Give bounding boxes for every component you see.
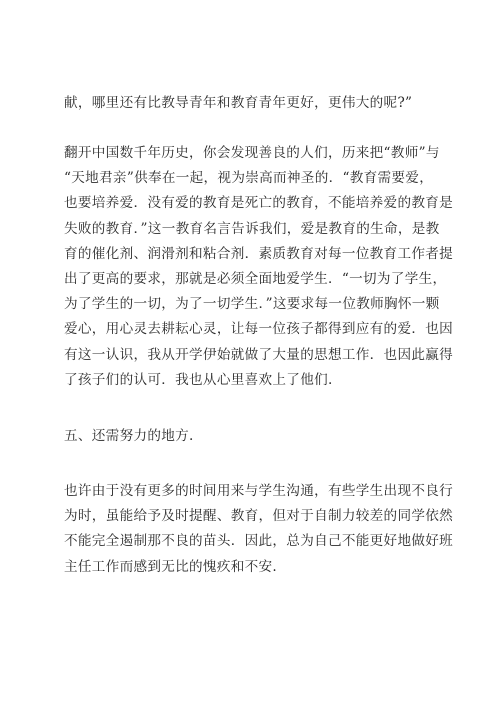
text-line: 出了更高的要求，那就是必须全面地爱学生．“一切为了学生， bbox=[64, 271, 447, 288]
text-line: 不能完全遏制那不良的苗头．因此，总为自己不能更好地做好班 bbox=[64, 533, 454, 550]
text-line: 为了学生的一切，为了一切学生．”这要求每一位教师胸怀一颗 bbox=[64, 296, 440, 313]
text-line: 主任工作而感到无比的愧疚和不安. bbox=[64, 558, 278, 575]
heading-text: 五、还需努力的地方. bbox=[64, 428, 194, 444]
text-line: 也要培养爱．没有爱的教育是死亡的教育，不能培养爱的教育是 bbox=[64, 195, 454, 212]
paragraph-closing-quote bbox=[64, 91, 444, 116]
text-line: 有这一认识，我从开学伊始就做了大量的思想工作．也因此赢得 bbox=[64, 346, 454, 363]
text-line: 育的催化剂、润滑剂和粘合剂．素质教育对每一位教育工作者提 bbox=[64, 245, 454, 262]
text-line: 为时，虽能给予及时提醒、教育，但对于自制力较差的同学依然 bbox=[64, 508, 454, 525]
section-heading bbox=[64, 424, 444, 449]
paragraph-improvement-needed bbox=[64, 479, 454, 580]
paragraph-love-in-education bbox=[64, 141, 454, 393]
text-line: 失败的教育．”这一教育名言告诉我们，爱是教育的生命，是教 bbox=[64, 220, 440, 237]
text-line: 献，哪里还有比教导青年和教育青年更好，更伟大的呢?” bbox=[64, 95, 413, 111]
text-line: 爱心，用心灵去耕耘心灵，让每一位孩子都得到应有的爱．也因 bbox=[64, 321, 454, 338]
text-line: “天地君亲”供奉在一起，视为崇高而神圣的．“教育需要爱， bbox=[64, 170, 434, 187]
text-line: 翻开中国数千年历史，你会发现善良的人们，历来把“教师”与 bbox=[64, 145, 440, 161]
text-line: 了孩子们的认可．我也从心里喜欢上了他们. bbox=[64, 371, 333, 388]
text-line: 也许由于没有更多的时间用来与学生沟通，有些学生出现不良行 bbox=[64, 483, 454, 499]
